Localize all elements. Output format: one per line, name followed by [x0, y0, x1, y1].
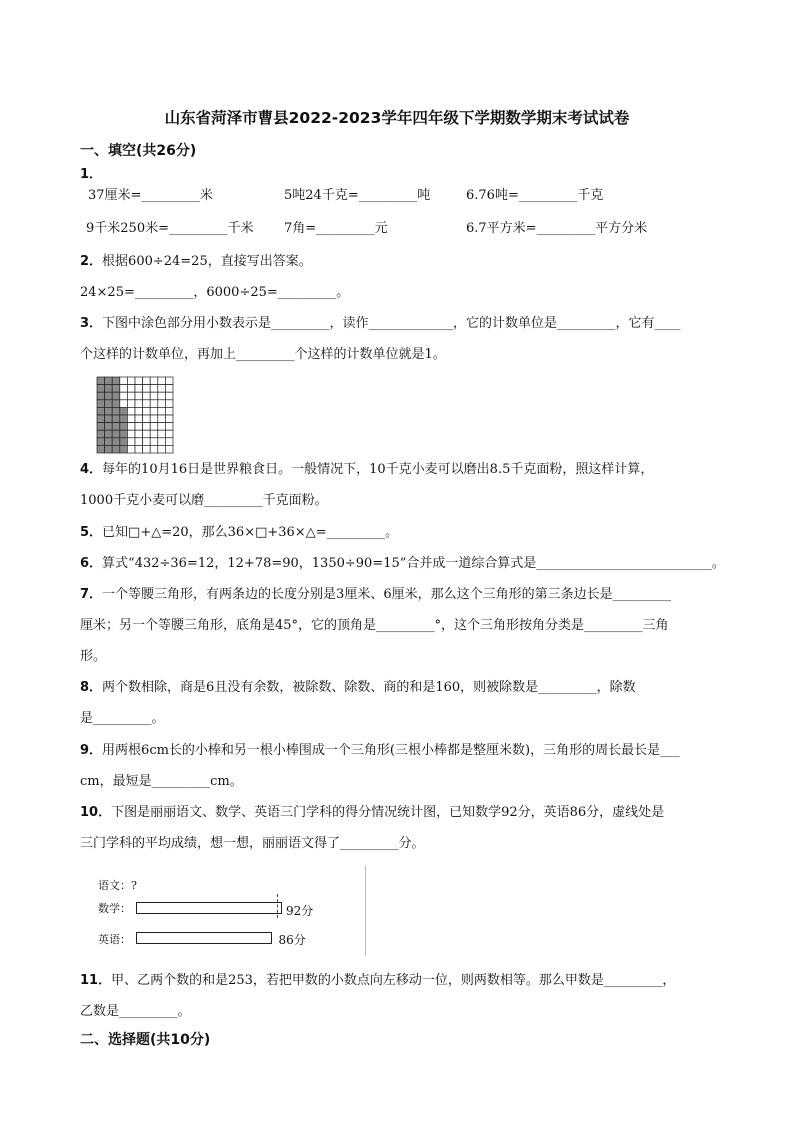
q1-item-5: 7角=_________元 [284, 221, 388, 236]
q2-answer-line: 24×25=_________，6000÷25=_________。 [80, 285, 350, 300]
question-number-7: 7． [80, 587, 103, 602]
question-11 [80, 971, 675, 991]
grid-cell [158, 438, 166, 446]
question-3 [80, 314, 681, 334]
grid-cell-shaded [97, 392, 105, 400]
question-4 [80, 460, 653, 480]
chart-bar-math [136, 902, 282, 914]
grid-cell [143, 400, 151, 408]
grid-cell [127, 400, 135, 408]
score-bar-chart [88, 870, 370, 956]
grid-cell-shaded [105, 438, 113, 446]
grid-cell [143, 445, 151, 453]
grid-cell [165, 407, 173, 415]
question-number-1: 1． [80, 167, 103, 182]
grid-cell-shaded [120, 423, 128, 431]
grid-cell [135, 438, 143, 446]
q4-line-1: 每年的10月16日是世界粮食日。一般情况下，10千克小麦可以磨出8.5千克面粉，照这样计算， [102, 462, 654, 477]
grid-cell-shaded [112, 445, 120, 453]
grid-cell-shaded [120, 430, 128, 438]
grid-cell-shaded [120, 438, 128, 446]
grid-cell-shaded [105, 445, 113, 453]
grid-cell [150, 392, 158, 400]
grid-cell [135, 423, 143, 431]
grid-cell [165, 445, 173, 453]
grid-cell [127, 392, 135, 400]
grid-cell-shaded [112, 400, 120, 408]
grid-cell [158, 377, 166, 385]
grid-cell [165, 385, 173, 393]
grid-cell [165, 438, 173, 446]
grid-cell-shaded [97, 385, 105, 393]
question-7 [80, 585, 671, 605]
grid-cell [143, 407, 151, 415]
grid-cell [143, 430, 151, 438]
q9-line-2: cm，最短是_________cm。 [80, 774, 243, 789]
grid-cell [165, 415, 173, 423]
grid-cell [150, 423, 158, 431]
q3-line-1: 下图中涂色部分用小数表示是_________，读作_____________，它的计数单位是_________，它有____ [102, 316, 681, 331]
q3-line-2: 个这样的计数单位，再加上_________个这样的计数单位就是1。 [80, 347, 446, 362]
grid-cell [158, 445, 166, 453]
chart-category-english: 英语： [98, 933, 131, 946]
q10-line-1: 下图是丽丽语文、数学、英语三门学科的得分情况统计图，已知数学92分，英语86分，虚线处是 [111, 805, 665, 820]
grid-cell [143, 392, 151, 400]
grid-cell-shaded [105, 400, 113, 408]
grid-cell-shaded [105, 377, 113, 385]
q7-line-3: 形。 [80, 649, 107, 664]
grid-cell-shaded [112, 385, 120, 393]
question-9 [80, 741, 680, 761]
question-number-9: 9． [80, 743, 103, 758]
grid-cell [143, 385, 151, 393]
grid-cell [135, 392, 143, 400]
grid-cell [143, 438, 151, 446]
q10-line-2: 三门学科的平均成绩，想一想，丽丽语文得了_________分。 [80, 836, 425, 851]
grid-cell [150, 430, 158, 438]
grid-cell [150, 438, 158, 446]
grid-cell-shaded [97, 438, 105, 446]
grid-cell [158, 407, 166, 415]
grid-cell [150, 445, 158, 453]
chart-average-dashed-line [277, 894, 278, 918]
grid-cell [127, 430, 135, 438]
q8-line-2: 是_________。 [80, 711, 165, 726]
q11-line-2: 乙数是_________。 [80, 1004, 191, 1019]
grid-cell [158, 415, 166, 423]
grid-cell [165, 377, 173, 385]
grid-cell [158, 385, 166, 393]
question-10 [80, 803, 664, 823]
grid-cell [127, 377, 135, 385]
grid-cell-shaded [120, 445, 128, 453]
grid-cell [158, 400, 166, 408]
q2-text: 根据600÷24=25，直接写出答案。 [102, 254, 312, 269]
grid-cell-shaded [105, 385, 113, 393]
q1-item-3: 6.76吨=_________千克 [466, 188, 604, 203]
grid-cell [158, 430, 166, 438]
q8-line-1: 两个数相除，商是6且没有余数，被除数、除数、商的和是160，则被除数是_________，除数 [102, 680, 636, 695]
grid-cell-shaded [105, 423, 113, 431]
grid-cell [165, 392, 173, 400]
chart-category-math: 数学： [98, 902, 131, 915]
grid-cell-shaded [97, 377, 105, 385]
grid-cell [165, 423, 173, 431]
grid-cell [120, 377, 128, 385]
grid-cell [150, 385, 158, 393]
question-number-5: 5． [80, 525, 103, 540]
grid-cell-shaded [112, 392, 120, 400]
grid-cell [120, 392, 128, 400]
grid-cell-shaded [97, 423, 105, 431]
hundred-grid-figure [96, 376, 174, 454]
question-8 [80, 678, 636, 698]
grid-cell [135, 400, 143, 408]
grid-cell [135, 407, 143, 415]
grid-cell [158, 392, 166, 400]
grid-cell-shaded [120, 415, 128, 423]
grid-cell [135, 385, 143, 393]
question-number-2: 2． [80, 254, 103, 269]
grid-cell-shaded [112, 423, 120, 431]
grid-cell-shaded [120, 407, 128, 415]
question-number-8: 8． [80, 680, 103, 695]
grid-cell-shaded [112, 438, 120, 446]
grid-cell [143, 423, 151, 431]
grid-cell [143, 377, 151, 385]
grid-cell [165, 400, 173, 408]
section-heading-fill-in: 一、填空(共26分) [80, 143, 197, 159]
grid-cell [135, 415, 143, 423]
chart-value-label-english: 86分 [278, 933, 306, 947]
page-title: 山东省菏泽市曹县2022-2023学年四年级下学期数学期末考试试卷 [164, 109, 630, 127]
chart-value-label-math: 92分 [286, 904, 314, 918]
grid-cell-shaded [97, 430, 105, 438]
grid-cell-shaded [105, 415, 113, 423]
q5-text: 已知□+△=20，那么36×□+36×△=_________。 [102, 525, 399, 540]
q1-item-6: 6.7平方米=_________平方分米 [466, 221, 648, 236]
chart-border-line [365, 866, 366, 956]
grid-cell-shaded [97, 445, 105, 453]
q4-line-2: 1000千克小麦可以磨_________千克面粉。 [80, 493, 328, 508]
q1-item-4: 9千米250米=_________千米 [86, 221, 254, 236]
q7-line-1: 一个等腰三角形，有两条边的长度分别是3厘米、6厘米，那么这个三角形的第三条边长是_________ [102, 587, 672, 602]
question-6 [80, 554, 725, 574]
q11-line-1: 甲、乙两个数的和是253，若把甲数的小数点向左移动一位，则两数相等。那么甲数是_________， [111, 973, 676, 988]
section-heading-multiple-choice: 二、选择题(共10分) [80, 1032, 211, 1048]
chart-category-chinese: 语文：? [98, 879, 137, 892]
question-number-3: 3． [80, 316, 103, 331]
grid-cell-shaded [105, 430, 113, 438]
question-number-6: 6． [80, 556, 103, 571]
grid-cell-shaded [105, 407, 113, 415]
grid-cell [120, 385, 128, 393]
question-5 [80, 523, 398, 543]
grid-cell-shaded [105, 392, 113, 400]
grid-cell [120, 400, 128, 408]
question-number-11: 11． [80, 973, 112, 988]
grid-cell-shaded [97, 400, 105, 408]
grid-cell [135, 377, 143, 385]
grid-cell [158, 423, 166, 431]
grid-cell-shaded [112, 430, 120, 438]
grid-cell-shaded [112, 377, 120, 385]
q1-item-1: 37厘米=_________米 [88, 188, 213, 203]
question-2 [80, 252, 312, 272]
grid-cell-shaded [112, 415, 120, 423]
grid-cell-shaded [97, 415, 105, 423]
grid-cell [135, 430, 143, 438]
grid-cell [150, 377, 158, 385]
grid-cell [127, 445, 135, 453]
grid-cell [127, 438, 135, 446]
grid-cell-shaded [97, 407, 105, 415]
grid-cell [150, 400, 158, 408]
grid-cell [127, 385, 135, 393]
q6-text: 算式“432÷36=12，12+78=90，1350÷90=15”合并成一道综合算式是___________________________。 [102, 556, 725, 571]
grid-cell [150, 407, 158, 415]
chart-bar-english [136, 932, 272, 944]
grid-cell-shaded [112, 407, 120, 415]
q7-line-2: 厘米；另一个等腰三角形，底角是45°，它的顶角是_________°，这个三角形按角分类是_________三角 [80, 618, 669, 633]
question-number-10: 10． [80, 805, 112, 820]
grid-cell [165, 430, 173, 438]
grid-cell [127, 423, 135, 431]
grid-cell [127, 407, 135, 415]
question-number-4: 4． [80, 462, 103, 477]
grid-cell [143, 415, 151, 423]
q9-line-1: 用两根6cm长的小棒和另一根小棒围成一个三角形(三根小棒都是整厘米数)，三角形的周长最长是___ [102, 743, 680, 758]
grid-cell [135, 445, 143, 453]
grid-cell [150, 415, 158, 423]
q1-item-2: 5吨24千克=_________吨 [284, 188, 431, 203]
grid-cell [127, 415, 135, 423]
